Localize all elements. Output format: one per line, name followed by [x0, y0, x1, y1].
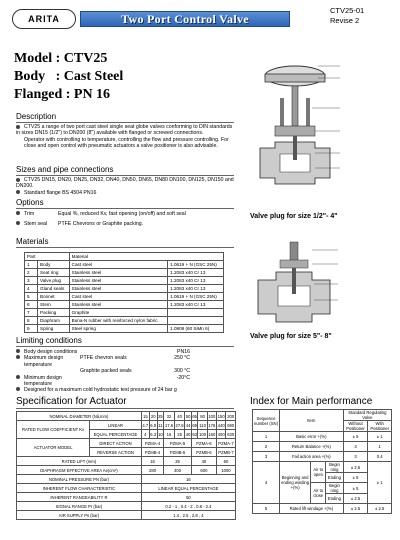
model-line: Model : CTV25: [14, 51, 108, 66]
index-table: Sequence number (SN) Item Standard Regulating Valve Without Positioner With Positioner 1 Basic error +(%) ± 5 ± 1 2 Return Balance +(%) 3 1 3 Fail action area +(%) 3 0.4 4 Beginning and ending winding +(%) Air to open Begin ning ± 2.5 ± 1 Ending ± 5 Air to close Begin ning ± 5 Ending ± 2.5 5 Rated lift windage +(%) ± 2.5 ± 2.5: [252, 409, 392, 514]
divider: [16, 122, 234, 123]
bullet-icon: [16, 211, 20, 215]
material-row: 6 Stem Stainless steel 1.2083 x40 Cr 13: [25, 301, 224, 309]
description-item: CTV25 a range of two port cast steel single seat globe valves conforming to DIN standards in sizes DN15 (1/2") to DN200 (8") available with flanged or screwed connections.: [16, 124, 233, 137]
bullet-icon: [16, 375, 20, 379]
title-banner: Two Port Control Valve: [80, 11, 290, 27]
plug-caption-small: Valve plug for size 1/2"- 4": [250, 213, 338, 220]
plug-caption-large: Valve plug for size 5"- 8": [250, 333, 332, 340]
materials-heading: Materials: [16, 237, 49, 246]
actuator-spec-heading: Specification for Actuator: [16, 396, 127, 407]
limits-heading: Limiting conditions: [16, 336, 82, 345]
materials-table: Part Material 1 Body Cast steel 1.0619 + N (GSC 25N) 2 Seat ring Stainless steel 1.2083 x40 Cr 13 3 Valve plug Stainless steel 1.2083 x40 Cr 13 4 Gland seals Stainless steel 1.2083 x40 Cr 13 5 Bonnet Cast steel 1.0619 + N (GSC 25N) 6 Stem Stainless steel 1.2083 x40 Cr 13 7 Packing Graphite 8 Diaphram Buna-N rubber with reinforced nylon fabric 9 Spring Steel spring 1.0908 (60 SiMn 6): [24, 252, 224, 333]
arita-logo: ARITA: [12, 9, 76, 29]
description-heading: Description: [16, 112, 57, 121]
options-heading: Options: [16, 198, 44, 207]
material-row: 1 Body Cast steel 1.0619 + N (GSC 25N): [25, 261, 224, 269]
bullet-icon: [16, 349, 20, 353]
sizes-heading: Sizes and pipe connections: [16, 165, 114, 174]
limit-row: Graphite packed seals 300 °C: [80, 368, 190, 375]
limit-row: Maximum design temperature PTFE chevron seals 250 °C: [16, 355, 246, 368]
material-row: 2 Seat ring Stainless steel 1.2083 x40 Cr 13: [25, 269, 224, 277]
bullet-icon: [16, 190, 20, 194]
index-heading: Index for Main performance: [250, 396, 373, 407]
divider: [16, 247, 234, 248]
description-text: [16, 124, 236, 150]
description-item: Operator with controlling to temperature, controlling the flow and pressure controlling. For close and open control with pneumatic actuators a valve positioner is also advisable.: [24, 136, 229, 150]
divider: [16, 208, 234, 209]
divider: [16, 408, 234, 409]
bullet-icon: [16, 387, 20, 391]
limits-list: [16, 349, 246, 394]
material-row: 7 Packing Graphite: [25, 309, 224, 317]
actuator-spec-table: NOMINAL DIAMETER (Nâ‚mm) 15 20 25 32 40 50 65 80 100 150 200 RATED FLOW COEFFICIENT Kv LINEAR 4.7 6.9 11 17.6 27.6 44 69 110 176 440 690 EQUAL PERCENTAGE 4 6.3 10 16 25 40 63 100 160 400 630 ACTUATOR MODEL DIRECT ACTION PZMA-4 PZMA-5 PZMA-6 PZMA-7 REVERSE ACTION PZMB-4 PZMB-5 PZMB-6 PZMB-7 RATED LIFT (mm) 16 25 40 60 DIAPHRAGM EFFECTIVE AREA Ae(cm²) 280 400 600 1000 NOMINAL PRESSURE PN (bar) 16 INHERENT FLOW CHARACTERISTIC LINEAR EQUAL PERCENTAGE INHERENT RANGEABILITY R 50 SIGNAL RANGE Pr (bar) 0.2 - 1 , 0.4 - 2 , 0.8 - 2.4 AIR SUPPLY Ps (bar) 1.4 , 2.5 , 2.8 , 4: [16, 411, 236, 520]
body-line: Body : Cast Steel: [14, 69, 124, 84]
valve-diagram-small: [250, 58, 360, 208]
limit-row: Body design conditions PN16: [16, 349, 246, 355]
option-row: Trim Equal %, reduced Kv, fast opening (on/off) and soft seal: [16, 211, 246, 217]
bullet-icon: [16, 355, 20, 359]
limit-row: Minimum design temperature -20°C: [16, 375, 246, 388]
doc-number: CTV25-01: [330, 6, 365, 15]
model-block: [14, 50, 123, 104]
bullet-icon: [16, 178, 20, 182]
divider: [16, 346, 234, 347]
material-row: 3 Valve plug Stainless steel 1.2083 x40 Cr 13: [25, 277, 224, 285]
valve-diagram-large: [250, 240, 360, 330]
flanged-line: Flanged : PN 16: [14, 87, 111, 102]
document-reference: [330, 6, 364, 26]
material-row: 8 Diaphram Buna-N rubber with reinforced nylon fabric: [25, 317, 224, 325]
limit-row: Designed for a maximum cold hydrostatic test pressure of 24 bar g: [16, 387, 246, 393]
bullet-icon: [16, 125, 20, 129]
option-row: Stem seal PTFE Chevrons or Graphite packing.: [16, 221, 246, 227]
divider: [16, 175, 234, 176]
options-list: [16, 211, 246, 228]
bullet-icon: [16, 221, 20, 225]
sizes-text: CTV25 DN15, DN20, DN25, DN32, DN40, DN50, DN65, DN80 DN100, DN125, DN150 and DN200. Standard flange BS 4504 PN16: [16, 177, 234, 196]
material-row: 5 Bonnet Cast steel 1.0619 + N (GSC 25N): [25, 293, 224, 301]
material-row: 4 Gland seals Stainless steel 1.2083 x40 Cr 13: [25, 285, 224, 293]
revision: Revise 2: [330, 16, 360, 25]
material-row: 9 Spring Steel spring 1.0908 (60 SiMn 6): [25, 325, 224, 333]
